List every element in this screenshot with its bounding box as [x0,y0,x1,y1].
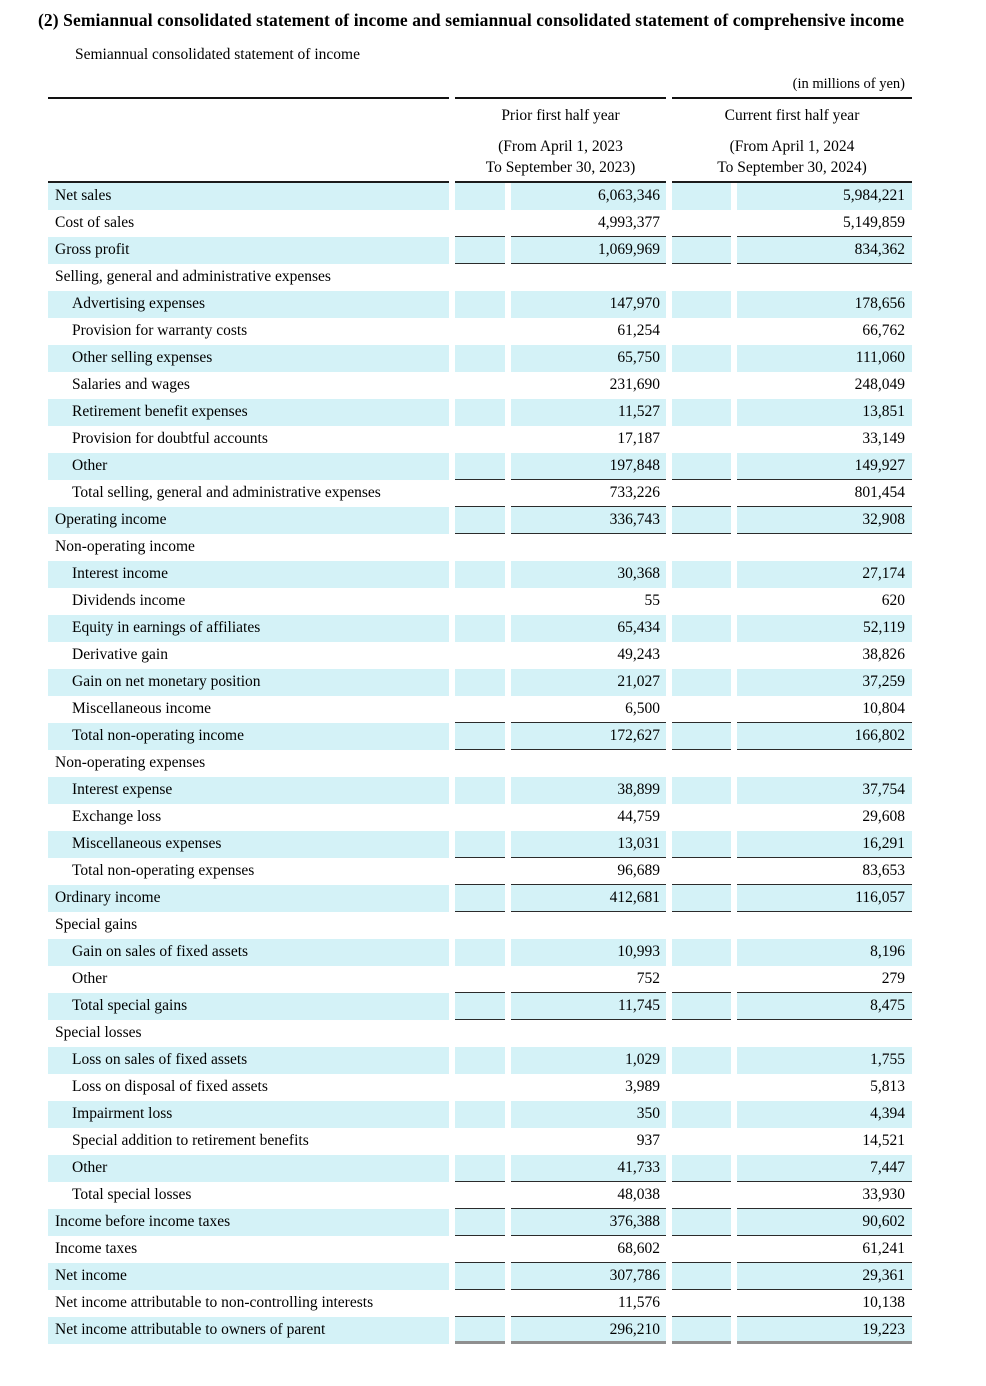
current-value: 4,394 [737,1101,912,1128]
prior-value: 13,031 [511,831,666,858]
table-row [48,1236,912,1263]
prior-value: 3,989 [625,1078,660,1095]
period-range [672,137,912,178]
spacer-cell [455,345,505,372]
spacer-cell [672,912,731,939]
spacer-cell [672,1074,731,1101]
prior-value: 752 [511,966,666,993]
spacer-cell [455,1317,505,1344]
spacer-cell [455,480,505,507]
table-row [48,345,912,372]
row-label: Loss on disposal of fixed assets [72,1078,268,1095]
spacer-cell [672,1263,731,1290]
row-label: Total non-operating income [48,723,449,750]
table-row [48,318,912,345]
prior-value: 65,434 [511,615,666,642]
current-value: 5,813 [870,1078,905,1095]
spacer-cell [455,183,505,210]
table-row [48,1155,912,1182]
spacer-cell [455,372,505,399]
table-row [48,1047,912,1074]
spacer-cell [672,1101,731,1128]
table-row [48,561,912,588]
current-value: 33,930 [737,1182,912,1209]
spacer-cell [672,345,731,372]
table-row [48,1020,912,1047]
current-value: 111,060 [737,345,912,372]
current-value: 61,241 [737,1236,912,1263]
current-value: 90,602 [737,1209,912,1236]
prior-value: 44,759 [617,808,660,825]
income-statement-table [48,97,912,1344]
prior-value: 41,733 [511,1155,666,1182]
spacer-cell [455,1263,505,1290]
current-value: 10,138 [737,1290,912,1317]
table-row [48,615,912,642]
prior-value: 21,027 [511,669,666,696]
row-label: Salaries and wages [72,376,190,393]
table-row [48,1209,912,1236]
spacer-cell [455,237,505,264]
row-label: Interest expense [48,777,449,804]
period-range [455,137,666,178]
spacer-cell [672,1317,731,1344]
prior-value: 307,786 [511,1263,666,1290]
spacer-cell [672,642,731,669]
table-row [48,723,912,750]
spacer-cell [672,318,731,345]
current-value: 801,454 [737,480,912,507]
prior-value: 30,368 [511,561,666,588]
current-value: 834,362 [737,237,912,264]
current-value: 38,826 [862,646,905,663]
prior-value: 336,743 [511,507,666,534]
spacer-cell [455,1074,505,1101]
prior-value: 733,226 [511,480,666,507]
row-label: Special losses [55,1024,142,1041]
spacer-cell [455,939,505,966]
row-label: Net sales [48,183,449,210]
table-row [48,642,912,669]
spacer-cell [672,1047,731,1074]
period-range-line1: (From April 1, 2024 [729,138,855,155]
row-label: Special gains [55,916,138,933]
table-row [48,993,912,1020]
spacer-cell [455,1209,505,1236]
spacer-cell [455,804,505,831]
spacer-cell [672,885,731,912]
spacer-cell [455,615,505,642]
spacer-cell [455,1182,505,1209]
row-label: Other [72,970,108,987]
row-label: Gross profit [48,237,449,264]
column-header-current [672,97,912,183]
spacer-cell [672,858,731,885]
current-value: 37,754 [737,777,912,804]
row-label: Income before income taxes [48,1209,449,1236]
prior-value: 55 [644,592,660,609]
prior-value: 1,029 [511,1047,666,1074]
spacer-cell [455,426,505,453]
table-row [48,291,912,318]
current-value [737,264,912,291]
spacer-cell [455,858,505,885]
table-row [48,264,912,291]
spacer-cell [455,831,505,858]
spacer-cell [672,1155,731,1182]
prior-value: 65,750 [511,345,666,372]
prior-value: 11,576 [511,1290,666,1317]
spacer-cell [672,696,731,723]
table-row [48,804,912,831]
spacer-cell [672,1182,731,1209]
spacer-cell [672,534,731,561]
prior-value: 172,627 [511,723,666,750]
prior-value [511,750,666,777]
spacer-cell [672,480,731,507]
table-row [48,1128,912,1155]
row-label: Ordinary income [48,885,449,912]
current-value: 37,259 [737,669,912,696]
prior-value: 937 [636,1132,660,1149]
spacer-cell [672,372,731,399]
current-value: 8,196 [737,939,912,966]
table-body [48,183,912,1344]
row-label: Cost of sales [55,214,135,231]
spacer-cell [672,750,731,777]
table-row [48,372,912,399]
row-label: Dividends income [72,592,186,609]
current-value: 29,361 [737,1263,912,1290]
row-label: Gain on sales of fixed assets [48,939,449,966]
spacer-cell [672,507,731,534]
prior-value: 6,063,346 [511,183,666,210]
prior-value: 6,500 [511,696,666,723]
current-value: 32,908 [737,507,912,534]
spacer-cell [672,237,731,264]
table-row [48,777,912,804]
row-label: Other [48,1155,449,1182]
prior-value: 11,527 [511,399,666,426]
spacer-cell [672,426,731,453]
spacer-cell [455,993,505,1020]
spacer-cell [672,1290,731,1317]
current-value: 279 [737,966,912,993]
prior-value: 231,690 [609,376,660,393]
row-label: Special addition to retirement benefits [72,1132,309,1149]
current-value: 10,804 [737,696,912,723]
spacer-cell [455,750,505,777]
prior-value: 147,970 [511,291,666,318]
row-label: Loss on sales of fixed assets [48,1047,449,1074]
prior-value: 4,993,377 [511,210,666,237]
current-value: 29,608 [862,808,905,825]
current-value: 166,802 [737,723,912,750]
spacer-cell [455,1290,505,1317]
spacer-cell [455,1047,505,1074]
spacer-cell [672,291,731,318]
column-header-empty [48,97,449,183]
prior-value: 1,069,969 [511,237,666,264]
table-row [48,588,912,615]
table-row [48,183,912,210]
period-name: Current first half year [724,107,860,124]
current-value: 14,521 [862,1132,905,1149]
prior-value: 61,254 [617,322,660,339]
row-label: Gain on net monetary position [48,669,449,696]
table-row [48,210,912,237]
spacer-cell [455,1236,505,1263]
current-value: 178,656 [737,291,912,318]
spacer-cell [672,1236,731,1263]
current-value: 27,174 [737,561,912,588]
table-row [48,696,912,723]
current-value: 248,049 [854,376,905,393]
spacer-cell [455,534,505,561]
table-row [48,831,912,858]
spacer-cell [455,588,505,615]
prior-value: 197,848 [511,453,666,480]
table-row [48,1263,912,1290]
spacer-cell [672,1128,731,1155]
spacer-cell [672,777,731,804]
current-value [737,912,912,939]
row-label: Exchange loss [72,808,162,825]
current-value: 149,927 [737,453,912,480]
table-row [48,1074,912,1101]
spacer-cell [672,1209,731,1236]
current-value: 52,119 [737,615,912,642]
row-label: Non-operating income [55,538,195,555]
table-row [48,1317,912,1344]
current-value: 116,057 [737,885,912,912]
table-row [48,507,912,534]
spacer-cell [455,453,505,480]
prior-value [511,264,666,291]
row-label: Total special gains [48,993,449,1020]
spacer-cell [672,723,731,750]
row-label: Total special losses [72,1186,192,1203]
table-row [48,1182,912,1209]
spacer-cell [455,1020,505,1047]
spacer-cell [455,561,505,588]
prior-value: 48,038 [511,1182,666,1209]
row-label: Provision for warranty costs [72,322,248,339]
spacer-cell [455,264,505,291]
spacer-cell [455,1155,505,1182]
spacer-cell [455,966,505,993]
prior-value [511,912,666,939]
spacer-cell [455,669,505,696]
row-label: Derivative gain [72,646,168,663]
current-value: 620 [881,592,905,609]
row-label: Net income [48,1263,449,1290]
prior-value [511,1020,666,1047]
prior-value: 96,689 [511,858,666,885]
table-header-row [48,97,912,183]
current-value [737,534,912,561]
period-range-line1: (From April 1, 2023 [498,138,623,155]
current-value: 33,149 [862,430,905,447]
current-value: 1,755 [737,1047,912,1074]
statement-subtitle: Semiannual consolidated statement of income [75,46,360,63]
table-row [48,885,912,912]
current-value [737,1020,912,1047]
prior-value: 68,602 [511,1236,666,1263]
current-value: 13,851 [737,399,912,426]
table-row [48,426,912,453]
spacer-cell [455,210,505,237]
current-value: 5,149,859 [737,210,912,237]
spacer-cell [672,669,731,696]
row-label: Income taxes [55,1240,138,1257]
table-row [48,750,912,777]
row-label: Other selling expenses [48,345,449,372]
spacer-cell [455,777,505,804]
row-label: Net income attributable to non-controlling interests [55,1294,374,1311]
document-title: (2) Semiannual consolidated statement of income and semiannual consolidated statement of comprehensive income [38,10,905,30]
row-label: Non-operating expenses [55,754,206,771]
spacer-cell [672,993,731,1020]
spacer-cell [455,642,505,669]
prior-value [511,534,666,561]
row-label: Interest income [48,561,449,588]
column-header-prior [455,97,666,183]
prior-value: 17,187 [617,430,660,447]
spacer-cell [672,966,731,993]
spacer-cell [672,804,731,831]
current-value: 83,653 [737,858,912,885]
table-row [48,399,912,426]
prior-value: 350 [511,1101,666,1128]
current-value [737,750,912,777]
current-value: 66,762 [862,322,905,339]
spacer-cell [455,399,505,426]
prior-value: 49,243 [617,646,660,663]
spacer-cell [672,183,731,210]
current-value: 16,291 [737,831,912,858]
spacer-cell [455,1101,505,1128]
prior-value: 296,210 [511,1317,666,1344]
row-label: Total non-operating expenses [72,862,255,879]
spacer-cell [672,1020,731,1047]
spacer-cell [672,399,731,426]
table-row [48,1290,912,1317]
spacer-cell [672,264,731,291]
row-label: Miscellaneous income [72,700,212,717]
table-row [48,966,912,993]
spacer-cell [672,561,731,588]
spacer-cell [672,615,731,642]
row-label: Impairment loss [48,1101,449,1128]
spacer-cell [455,912,505,939]
row-label: Other [48,453,449,480]
table-row [48,453,912,480]
table-row [48,480,912,507]
row-label: Advertising expenses [48,291,449,318]
row-label: Provision for doubtful accounts [72,430,268,447]
prior-value: 38,899 [511,777,666,804]
row-label: Equity in earnings of affiliates [48,615,449,642]
spacer-cell [455,318,505,345]
prior-value: 10,993 [511,939,666,966]
current-value: 7,447 [737,1155,912,1182]
spacer-cell [672,210,731,237]
spacer-cell [672,831,731,858]
row-label: Miscellaneous expenses [48,831,449,858]
unit-note: (in millions of yen) [792,76,905,92]
spacer-cell [672,453,731,480]
table-row [48,534,912,561]
table-row [48,939,912,966]
table-row [48,858,912,885]
row-label: Net income attributable to owners of parent [48,1317,449,1344]
table-row [48,912,912,939]
spacer-cell [455,885,505,912]
spacer-cell [455,696,505,723]
row-label: Total selling, general and administrative expenses [72,484,381,501]
table-row [48,237,912,264]
current-value: 19,223 [737,1317,912,1344]
spacer-cell [455,291,505,318]
table-row [48,1101,912,1128]
current-value: 5,984,221 [737,183,912,210]
prior-value: 11,745 [511,993,666,1020]
period-range-line2: To September 30, 2023) [485,158,636,176]
period-name: Prior first half year [501,107,620,124]
spacer-cell [455,507,505,534]
spacer-cell [455,723,505,750]
period-range-line2: To September 30, 2024) [717,158,867,176]
spacer-cell [455,1128,505,1155]
spacer-cell [672,588,731,615]
row-label: Retirement benefit expenses [48,399,449,426]
current-value: 8,475 [737,993,912,1020]
spacer-cell [672,939,731,966]
prior-value: 412,681 [511,885,666,912]
row-label: Operating income [48,507,449,534]
prior-value: 376,388 [511,1209,666,1236]
row-label: Selling, general and administrative expenses [55,268,331,285]
table-row [48,669,912,696]
